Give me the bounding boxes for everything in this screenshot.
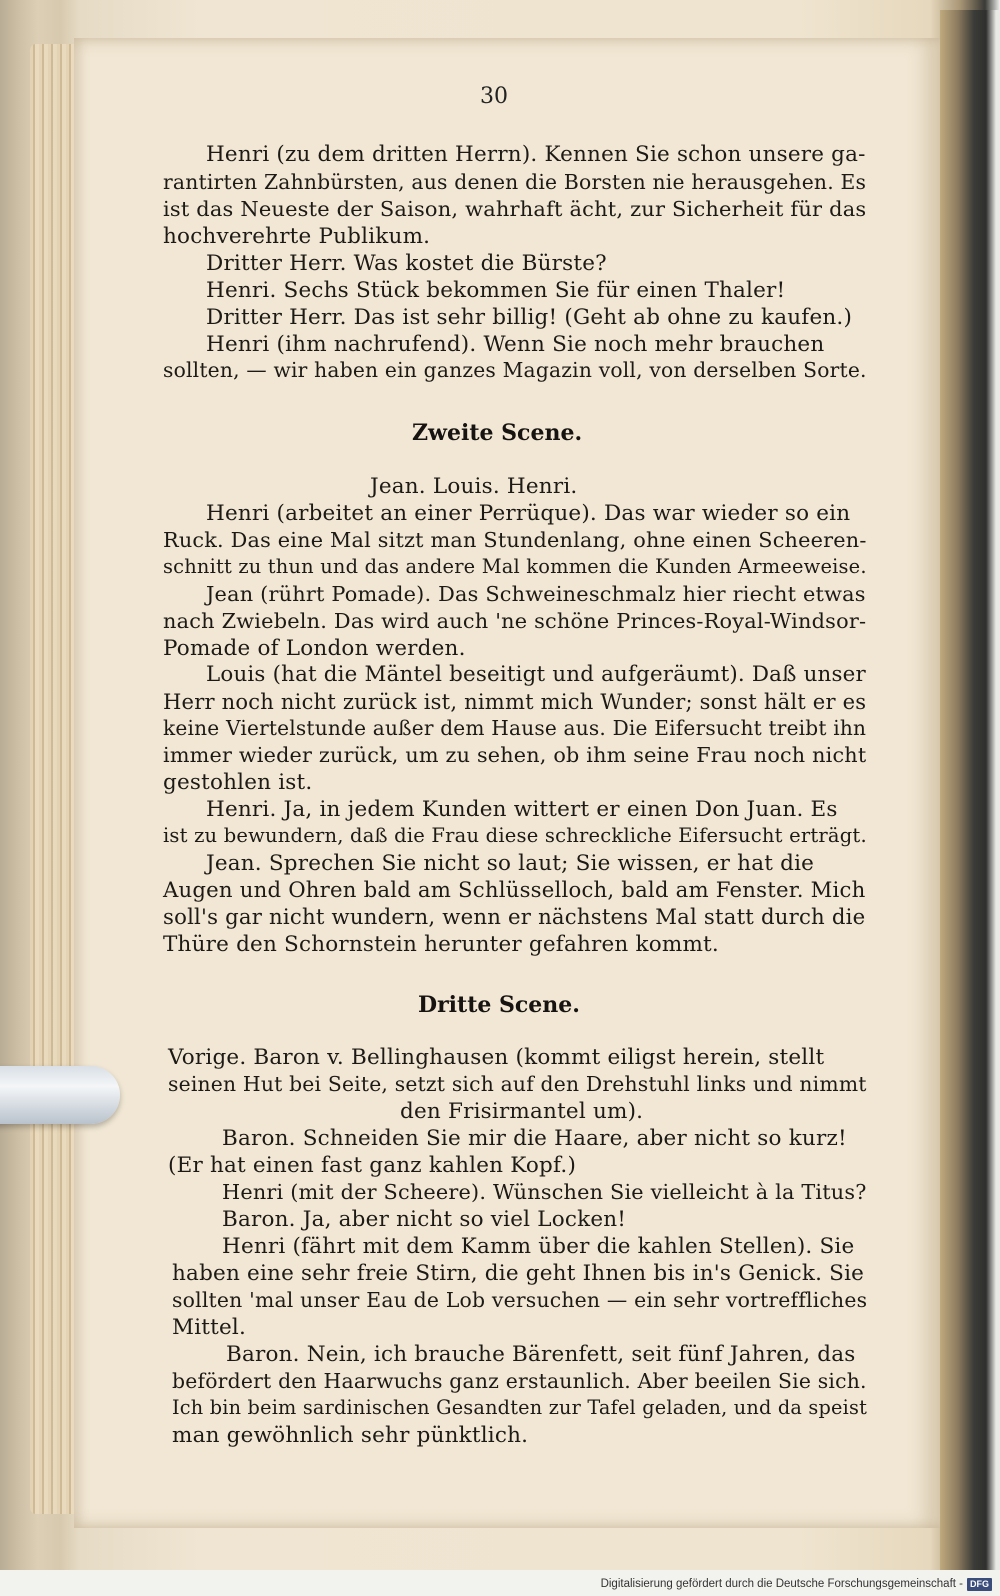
text-line: keine Viertelstunde außer dem Hause aus. Die Eifersucht treibt ihn — [163, 716, 867, 740]
scene-heading: Zweite Scene. — [412, 420, 583, 446]
text-line: gestohlen ist. — [163, 770, 313, 795]
book-gutter-shadow — [940, 10, 1000, 1570]
text-line: schnitt zu thun und das andere Mal kommen die Kunden Armeeweise. — [163, 555, 867, 578]
text-line: sollten, — wir haben ein ganzes Magazin voll, von derselben Sorte. — [163, 358, 867, 382]
text-line: Henri. Sechs Stück bekommen Sie für einen Thaler! — [206, 278, 786, 303]
page-edges — [30, 44, 80, 1514]
page-holder-clip — [0, 1066, 120, 1124]
credit-text: Digitalisierung gefördert durch die Deutsche Forschungsgemeinschaft - — [600, 1578, 963, 1590]
text-line: Henri (fährt mit dem Kamm über die kahlen Stellen). Sie — [222, 1234, 855, 1259]
text-line: Baron. Schneiden Sie mir die Haare, aber nicht so kurz! — [222, 1126, 847, 1151]
text-line: Mittel. — [172, 1315, 247, 1340]
text-line: haben eine sehr freie Stirn, die geht Ihnen bis in's Genick. Sie — [172, 1261, 865, 1286]
text-line: man gewöhnlich sehr pünktlich. — [172, 1423, 529, 1448]
text-line: Henri (arbeitet an einer Perrüque). Das war wieder so ein — [206, 501, 851, 526]
text-line: rantirten Zahnbürsten, aus denen die Borsten nie herausgehen. Es — [163, 170, 867, 194]
text-line: Henri. Ja, in jedem Kunden wittert er einen Don Juan. Es — [206, 797, 838, 822]
text-line: ist zu bewundern, daß die Frau diese schreckliche Eifersucht erträgt. — [163, 824, 867, 847]
text-line: Louis (hat die Mäntel beseitigt und aufgeräumt). Daß unser — [206, 662, 866, 687]
text-line: Ruck. Das eine Mal sitzt man Stundenlang, ohne einen Scheeren- — [163, 528, 867, 552]
text-line: nach Zwiebeln. Das wird auch 'ne schöne Princes-Royal-Windsor- — [163, 609, 867, 633]
text-line: (Er hat einen fast ganz kahlen Kopf.) — [168, 1153, 577, 1178]
text-line: seinen Hut bei Seite, setzt sich auf den Drehstuhl links und nimmt — [168, 1072, 867, 1096]
text-line: Baron. Nein, ich brauche Bärenfett, seit fünf Jahren, das — [226, 1342, 856, 1367]
text-line: immer wieder zurück, um zu sehen, ob ihm seine Frau noch nicht — [163, 743, 867, 767]
text-line: Herr noch nicht zurück ist, nimmt mich Wunder; sonst hält er es — [163, 689, 867, 714]
text-line: Dritter Herr. Was kostet die Bürste? — [206, 251, 607, 276]
digitization-credit — [601, 1575, 992, 1593]
text-line: Ich bin beim sardinischen Gesandten zur Tafel geladen, und da speist — [172, 1396, 868, 1419]
text-line: Thüre den Schornstein herunter gefahren kommt. — [163, 932, 719, 957]
text-line: Augen und Ohren bald am Schlüsselloch, bald am Fenster. Mich — [163, 878, 866, 903]
text-line: den Frisirmantel um). — [400, 1099, 644, 1124]
text-line: Jean. Louis. Henri. — [370, 474, 578, 499]
text-line: Henri (mit der Scheere). Wünschen Sie vielleicht à la Titus? — [222, 1180, 867, 1204]
text-line: ist das Neueste der Saison, wahrhaft ächt, zur Sicherheit für das — [163, 197, 867, 221]
dfg-logo: DFG — [967, 1578, 992, 1591]
text-line: Jean (rührt Pomade). Das Schweineschmalz hier riecht etwas — [206, 582, 866, 606]
text-line: Jean. Sprechen Sie nicht so laut; Sie wissen, er hat die — [206, 851, 815, 876]
text-line: Pomade of London werden. — [163, 636, 466, 661]
page-number: 30 — [480, 84, 508, 109]
text-line: Vorige. Baron v. Bellinghausen (kommt eiligst herein, stellt — [168, 1045, 825, 1070]
text-line: befördert den Haarwuchs ganz erstaunlich. Aber beeilen Sie sich. — [172, 1369, 867, 1393]
text-line: Henri (ihm nachrufend). Wenn Sie noch mehr brauchen — [206, 332, 825, 357]
text-line: Henri (zu dem dritten Herrn). Kennen Sie schon unsere ga- — [206, 142, 866, 167]
text-line: sollten 'mal unser Eau de Lob versuchen — ein sehr vortreffliches — [172, 1288, 868, 1312]
text-line: Dritter Herr. Das ist sehr billig! (Geht ab ohne zu kaufen.) — [206, 305, 853, 330]
text-line: soll's gar nicht wundern, wenn er nächstens Mal statt durch die — [163, 905, 866, 930]
text-line: hochverehrte Publikum. — [163, 224, 431, 249]
scene-heading: Dritte Scene. — [418, 992, 580, 1018]
text-line: Baron. Ja, aber nicht so viel Locken! — [222, 1207, 627, 1232]
